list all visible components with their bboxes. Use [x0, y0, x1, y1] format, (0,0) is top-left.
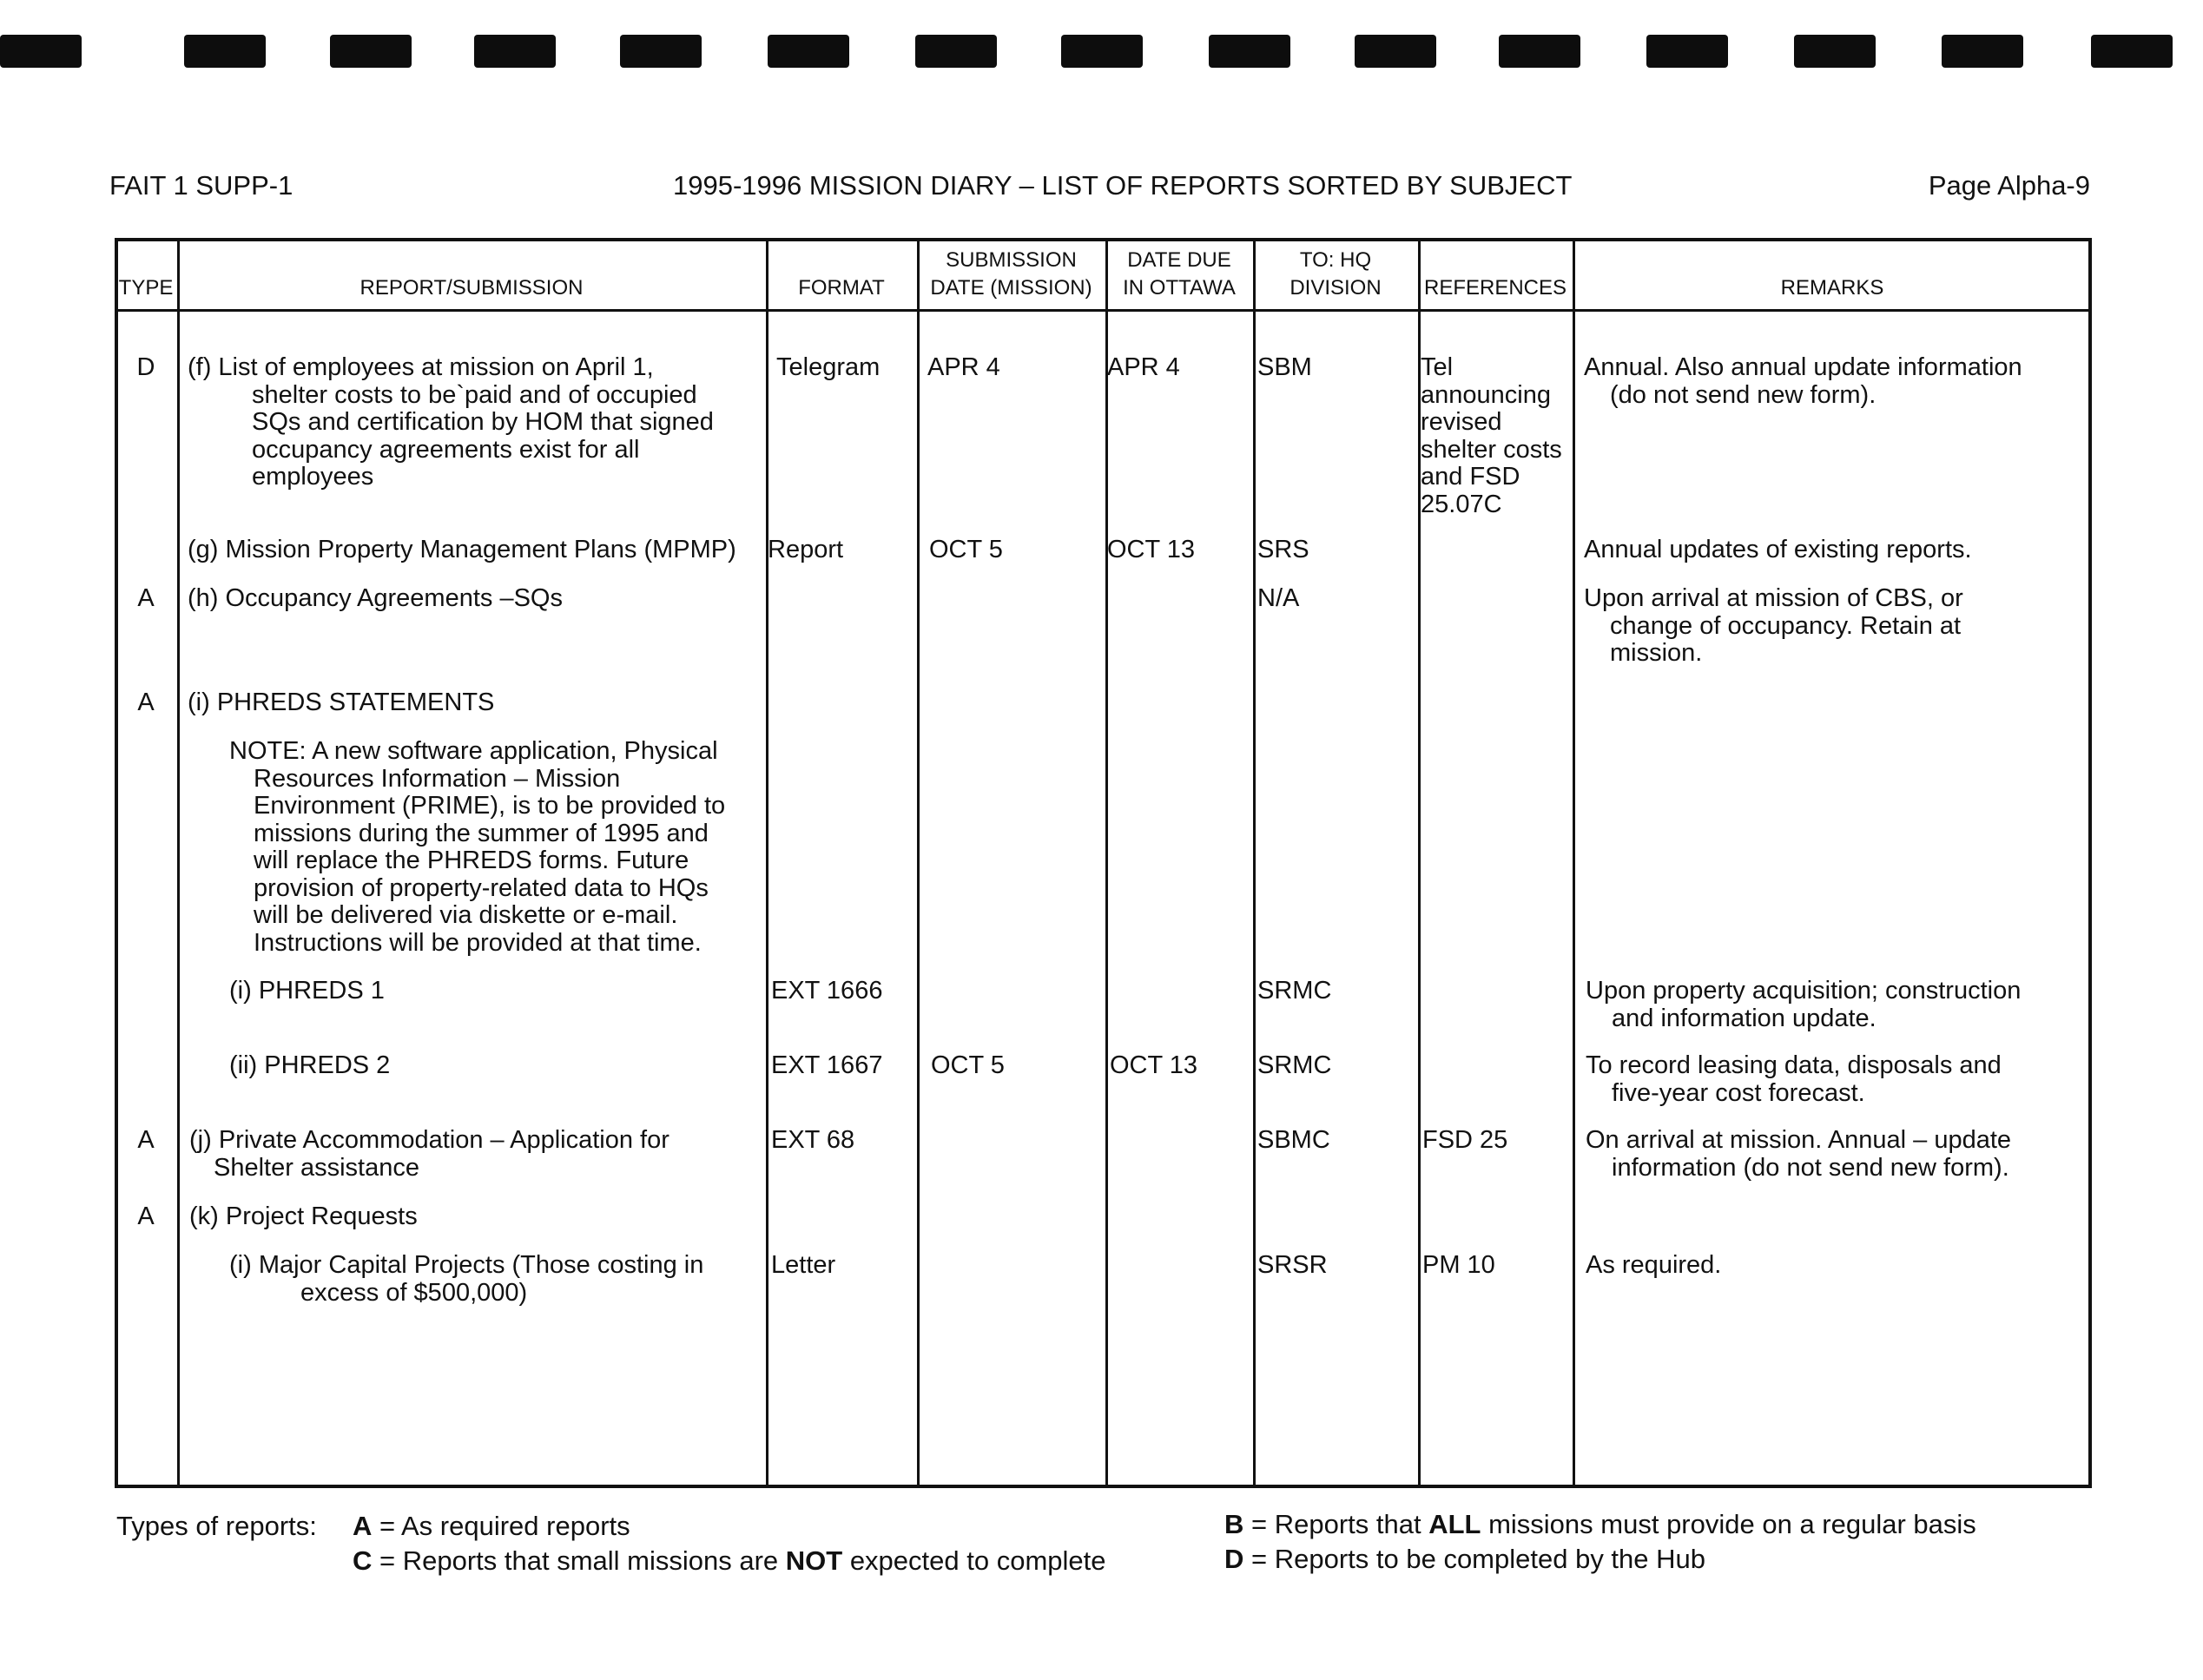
- remarks-cell: On arrival at mission. Annual – update information (do not send new form).: [1586, 1126, 2012, 1182]
- remarks-cell: As required.: [1586, 1251, 1722, 1279]
- punch-hole: [1499, 35, 1580, 68]
- header-divider: [115, 309, 2092, 312]
- punch-hole: [330, 35, 412, 68]
- column-divider: [1105, 238, 1108, 1488]
- remarks-cell: Upon property acquisition; construction and information update.: [1586, 977, 2022, 1032]
- punch-hole: [1646, 35, 1728, 68]
- punch-hole: [2091, 35, 2173, 68]
- format-cell: Letter: [771, 1251, 836, 1279]
- column-divider: [917, 238, 920, 1488]
- hq-division-cell: SRSR: [1257, 1251, 1328, 1279]
- punch-hole: [474, 35, 556, 68]
- submission-date-cell: APR 4: [927, 353, 1000, 381]
- reports-table: [115, 238, 2092, 1488]
- report-cell: (g) Mission Property Management Plans (MPMP): [188, 536, 736, 563]
- due-date-cell: OCT 13: [1110, 1051, 1198, 1079]
- column-header-hq: TO: HQ DIVISION: [1289, 248, 1382, 300]
- due-date-cell: APR 4: [1107, 353, 1180, 381]
- column-header-remarks: REMARKS: [1780, 276, 1884, 300]
- report-cell: (i) PHREDS STATEMENTS: [188, 688, 495, 716]
- punch-hole: [1942, 35, 2023, 68]
- remarks-cell: Upon arrival at mission of CBS, or change of occupancy. Retain at mission.: [1584, 584, 1963, 667]
- format-cell: Telegram: [776, 353, 881, 381]
- hq-division-cell: SRMC: [1257, 977, 1332, 1005]
- punch-hole: [1794, 35, 1876, 68]
- report-cell: (i) PHREDS 1: [229, 977, 385, 1005]
- report-cell: (h) Occupancy Agreements –SQs: [188, 584, 563, 612]
- column-divider: [766, 238, 768, 1488]
- punch-hole-strip: [0, 35, 2203, 69]
- note-text: NOTE: A new software application, Physical Resources Information – Mission Environment (PRIME), is to be provided to missions during the summer of 1995 and will replace the PHREDS forms. Future provision of property-related data to HQs will be delivered via diskette or e-mail. Instructions will be provided at that time.: [229, 737, 726, 957]
- submission-date-cell: OCT 5: [931, 1051, 1005, 1079]
- page-title: 1995-1996 MISSION DIARY – LIST OF REPORTS SORTED BY SUBJECT: [673, 170, 1573, 201]
- punch-hole: [1061, 35, 1143, 68]
- report-cell: (ii) PHREDS 2: [229, 1051, 391, 1079]
- column-divider: [177, 238, 180, 1488]
- page-number: Page Alpha-9: [1928, 170, 2090, 201]
- hq-division-cell: SRMC: [1257, 1051, 1332, 1079]
- submission-date-cell: OCT 5: [929, 536, 1003, 563]
- format-cell: EXT 68: [771, 1126, 855, 1154]
- punch-hole: [768, 35, 849, 68]
- punch-hole: [915, 35, 997, 68]
- punch-hole: [1355, 35, 1436, 68]
- report-cell: (k) Project Requests: [189, 1202, 418, 1230]
- references-cell: PM 10: [1422, 1251, 1495, 1279]
- report-cell: (f) List of employees at mission on April 1, shelter costs to be`paid and of occupied SQs and certification by HOM that signed occupancy agreements exist for all employees: [188, 353, 714, 491]
- remarks-cell: Annual updates of existing reports.: [1584, 536, 1972, 563]
- hq-division-cell: SBM: [1257, 353, 1312, 381]
- report-cell: (j) Private Accommodation – Application for Shelter assistance: [189, 1126, 669, 1182]
- remarks-cell: To record leasing data, disposals and five-year cost forecast.: [1586, 1051, 2002, 1107]
- format-cell: Report: [768, 536, 844, 563]
- column-header-report: REPORT/SUBMISSION: [359, 276, 584, 300]
- hq-division-cell: SRS: [1257, 536, 1309, 563]
- legend-type-c: C = Reports that small missions are NOT expected to complete: [353, 1545, 1106, 1576]
- references-cell: Tel announcing revised shelter costs and FSD 25.07C: [1421, 353, 1562, 518]
- column-header-submission: SUBMISSION DATE (MISSION): [930, 248, 1092, 300]
- legend-type-b: B = Reports that ALL missions must provide on a regular basis: [1224, 1509, 1976, 1539]
- legend-type-a: A = As required reports: [353, 1511, 630, 1541]
- due-date-cell: OCT 13: [1107, 536, 1196, 563]
- legend-intro: Types of reports:: [116, 1511, 317, 1541]
- format-cell: EXT 1666: [771, 977, 883, 1005]
- column-divider: [1573, 238, 1575, 1488]
- column-header-references: REFERENCES: [1423, 276, 1567, 300]
- type-cell: D: [136, 353, 155, 381]
- document-code: FAIT 1 SUPP-1: [109, 170, 294, 201]
- punch-hole: [184, 35, 266, 68]
- type-cell: A: [137, 1126, 155, 1154]
- punch-hole: [1209, 35, 1290, 68]
- format-cell: EXT 1667: [771, 1051, 883, 1079]
- report-cell: (i) Major Capital Projects (Those costing in excess of $500,000): [229, 1251, 704, 1307]
- column-header-format: FORMAT: [798, 276, 885, 300]
- references-cell: FSD 25: [1422, 1126, 1508, 1154]
- punch-hole: [620, 35, 702, 68]
- type-cell: A: [137, 688, 155, 716]
- type-cell: A: [137, 584, 155, 612]
- hq-division-cell: N/A: [1257, 584, 1300, 612]
- hq-division-cell: SBMC: [1257, 1126, 1330, 1154]
- punch-hole: [0, 35, 82, 68]
- legend-type-d: D = Reports to be completed by the Hub: [1224, 1544, 1706, 1574]
- type-cell: A: [137, 1202, 155, 1230]
- column-header-type: TYPE: [118, 276, 174, 300]
- column-divider: [1253, 238, 1256, 1488]
- remarks-cell: Annual. Also annual update information (do not send new form).: [1584, 353, 2022, 409]
- column-header-due: DATE DUE IN OTTAWA: [1123, 248, 1236, 300]
